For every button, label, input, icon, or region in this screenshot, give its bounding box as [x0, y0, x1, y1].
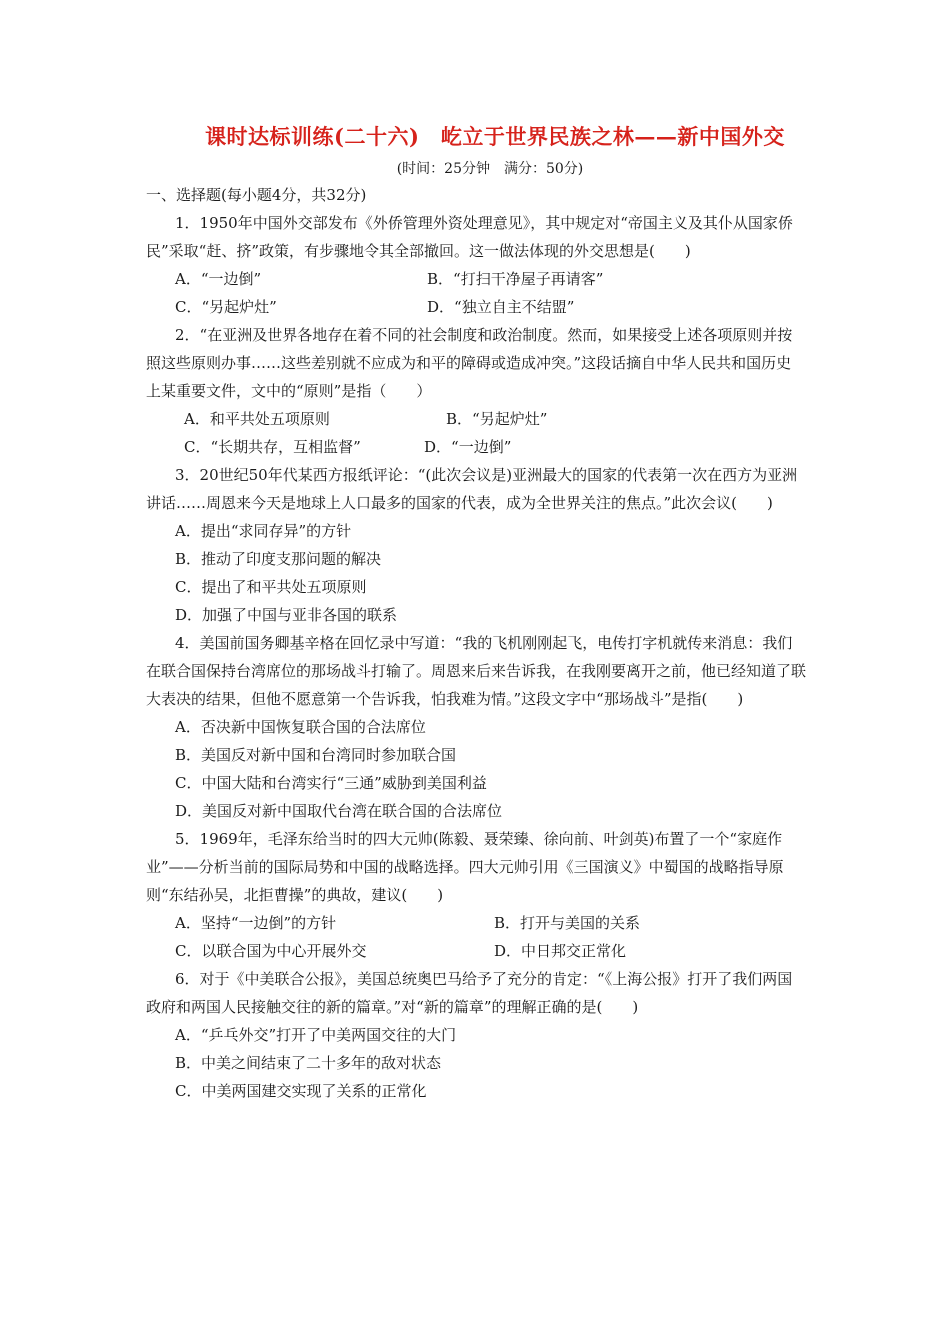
question-5-options-row-2 [146, 937, 806, 965]
question-1-stem: 1．1950年中国外交部发布《外侨管理外资处理意见》，其中规定对“帝国主义及其仆从国家侨民”采取“赶、挤”政策，有步骤地令其全部撤回。这一做法体现的外交思想是( ) [146, 214, 793, 260]
question-1-options-row-1 [146, 265, 806, 293]
option-a: A．“一边倒” [175, 270, 262, 288]
option-d: D．加强了中国与亚非各国的联系 [175, 606, 398, 624]
option-d: D．美国反对新中国取代台湾在联合国的合法席位 [175, 802, 503, 820]
option-c: C．提出了和平共处五项原则 [175, 578, 367, 596]
option-b: B．美国反对新中国和台湾同时参加联合国 [175, 746, 457, 764]
option-b: B．推动了印度支那问题的解决 [175, 550, 382, 568]
option-a: A．坚持“一边倒”的方针 [175, 914, 337, 932]
question-2-options-row-1 [146, 405, 806, 433]
option-c: C．中美两国建交实现了关系的正常化 [175, 1082, 427, 1100]
option-a: A．和平共处五项原则 [184, 410, 330, 428]
option-a: A．提出“求同存异”的方针 [175, 522, 352, 540]
option-d: D．“一边倒” [424, 438, 512, 456]
content [146, 181, 806, 1105]
option-c: C．中国大陆和台湾实行“三通”威胁到美国利益 [175, 774, 487, 792]
page-title: 课时达标训练(二十六) 屹立于世界民族之林——新中国外交 [205, 124, 785, 149]
question-1-options-row-2 [146, 293, 806, 321]
question-2-stem: 2．“在亚洲及世界各地存在着不同的社会制度和政治制度。然而，如果接受上述各项原则并按照这些原则办事……这些差别就不应成为和平的障碍或造成冲突。”这段话摘自中华人民共和国历史上某重要文件，文中的“原则”是指（ ） [146, 326, 793, 400]
section-heading: 一、选择题(每小题4分，共32分) [146, 186, 367, 204]
option-c: C．“另起炉灶” [175, 298, 277, 316]
question-2-options-row-2 [146, 433, 806, 461]
page-subtitle: (时间：25分钟 满分：50分) [396, 161, 584, 177]
option-c: C．“长期共存，互相监督” [184, 438, 361, 456]
option-b: B．打开与美国的关系 [494, 914, 641, 932]
option-b: B．中美之间结束了二十多年的敌对状态 [175, 1054, 442, 1072]
question-5-stem: 5．1969年，毛泽东给当时的四大元帅(陈毅、聂荣臻、徐向前、叶剑英)布置了一个“家庭作业”——分析当前的国际局势和中国的战略选择。四大元帅引用《三国演义》中蜀国的战略指导原则“东结孙吴，北拒曹操”的典故，建议( ) [146, 830, 784, 904]
option-c: C．以联合国为中心开展外交 [175, 942, 367, 960]
question-4-stem: 4．美国前国务卿基辛格在回忆录中写道：“我的飞机刚刚起飞，电传打字机就传来消息：我们在联合国保持台湾席位的那场战斗打输了。周恩来后来告诉我，在我刚要离开之前，他已经知道了联大表决的结果，但他不愿意第一个告诉我，怕我难为情。”这段文字中“那场战斗”是指( ) [146, 634, 807, 708]
question-6-stem: 6．对于《中美联合公报》，美国总统奥巴马给予了充分的肯定：“《上海公报》打开了我们两国政府和两国人民接触交往的新的篇章。”对“新的篇章”的理解正确的是( ) [146, 970, 793, 1016]
question-5-options-row-1 [146, 909, 806, 937]
option-b: B．“打扫干净屋子再请客” [427, 270, 604, 288]
option-a: A．否决新中国恢复联合国的合法席位 [175, 718, 426, 736]
question-3-stem: 3．20世纪50年代某西方报纸评论：“(此次会议是)亚洲最大的国家的代表第一次在西方为亚洲讲话……周恩来今天是地球上人口最多的国家的代表，成为全世界关注的焦点。”此次会议( ) [146, 466, 798, 512]
option-a: A．“乒乓外交”打开了中美两国交往的大门 [175, 1026, 457, 1044]
option-d: D．“独立自主不结盟” [427, 298, 575, 316]
option-b: B．“另起炉灶” [446, 410, 548, 428]
option-d: D．中日邦交正常化 [494, 942, 627, 960]
